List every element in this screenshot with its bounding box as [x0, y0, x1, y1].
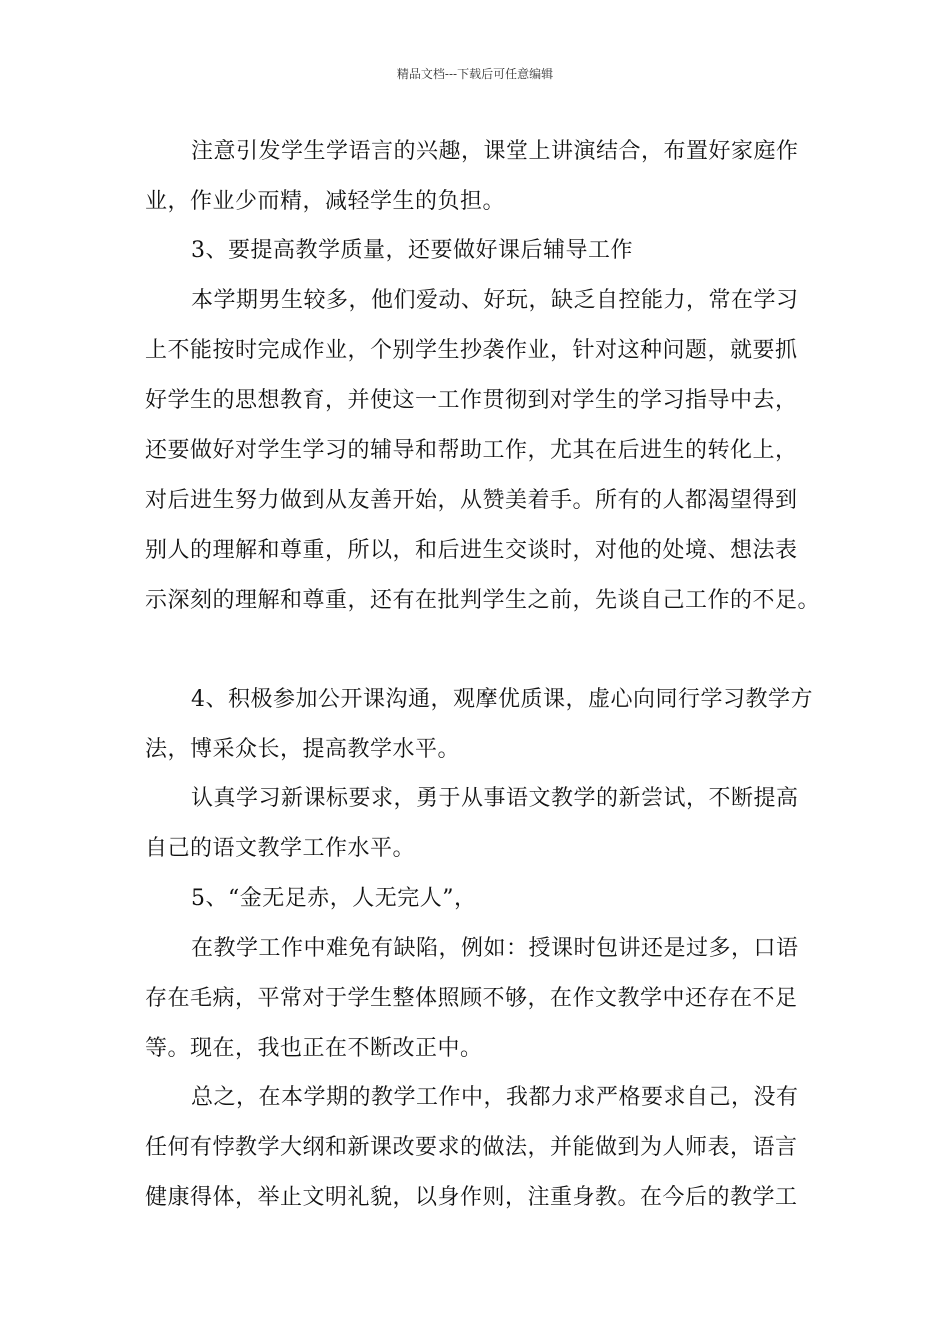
text-line: 本学期男生较多，他们爱动、好玩，缺乏自控能力，常在学习: [191, 288, 799, 313]
text-line: 示深刻的理解和尊重，还有在批判学生之前，先谈自己工作的不足。: [145, 588, 821, 613]
text-line: 别人的理解和尊重，所以，和后进生交谈时，对他的处境、想法表: [145, 538, 798, 563]
text-line: 5、“金无足赤，人无完人”，: [191, 886, 477, 911]
text-line: 认真学习新课标要求，勇于从事语文教学的新尝试，不断提高: [191, 786, 799, 811]
text-line: 等。现在，我也正在不断改正中。: [145, 1036, 483, 1061]
text-line: 对后进生努力做到从友善开始，从赞美着手。所有的人都渴望得到: [145, 488, 798, 513]
text-line: 还要做好对学生学习的辅导和帮助工作，尤其在后进生的转化上，: [145, 438, 798, 463]
text-line: 总之，在本学期的教学工作中，我都力求严格要求自己，没有: [191, 1085, 799, 1110]
text-line: 3、要提高教学质量，还要做好课后辅导工作: [191, 238, 633, 263]
page-header: 精品文档---下载后可任意编辑: [396, 67, 554, 81]
text-line: 好学生的思想教育，并使这一工作贯彻到对学生的学习指导中去，: [145, 388, 798, 413]
text-line: 存在毛病，平常对于学生整体照顾不够，在作文教学中还存在不足: [145, 986, 798, 1011]
text-line: 自己的语文教学工作水平。: [145, 836, 416, 861]
text-line: 健康得体，举止文明礼貌，以身作则，注重身教。在今后的教学工: [145, 1185, 798, 1210]
text-line: 4、积极参加公开课沟通，观摩优质课，虚心向同行学习教学方: [191, 687, 813, 712]
text-line: 法，博采众长，提高教学水平。: [145, 737, 461, 762]
text-line: 任何有悖教学大纲和新课改要求的做法，并能做到为人师表，语言: [145, 1135, 798, 1160]
text-line: 在教学工作中难免有缺陷，例如：授课时包讲还是过多，口语: [191, 936, 799, 961]
text-line: 注意引发学生学语言的兴趣，课堂上讲演结合，布置好家庭作: [191, 139, 799, 164]
text-line: 业，作业少而精，减轻学生的负担。: [145, 189, 506, 214]
text-line: 上不能按时完成作业，个别学生抄袭作业，针对这种问题，就要抓: [145, 338, 798, 363]
